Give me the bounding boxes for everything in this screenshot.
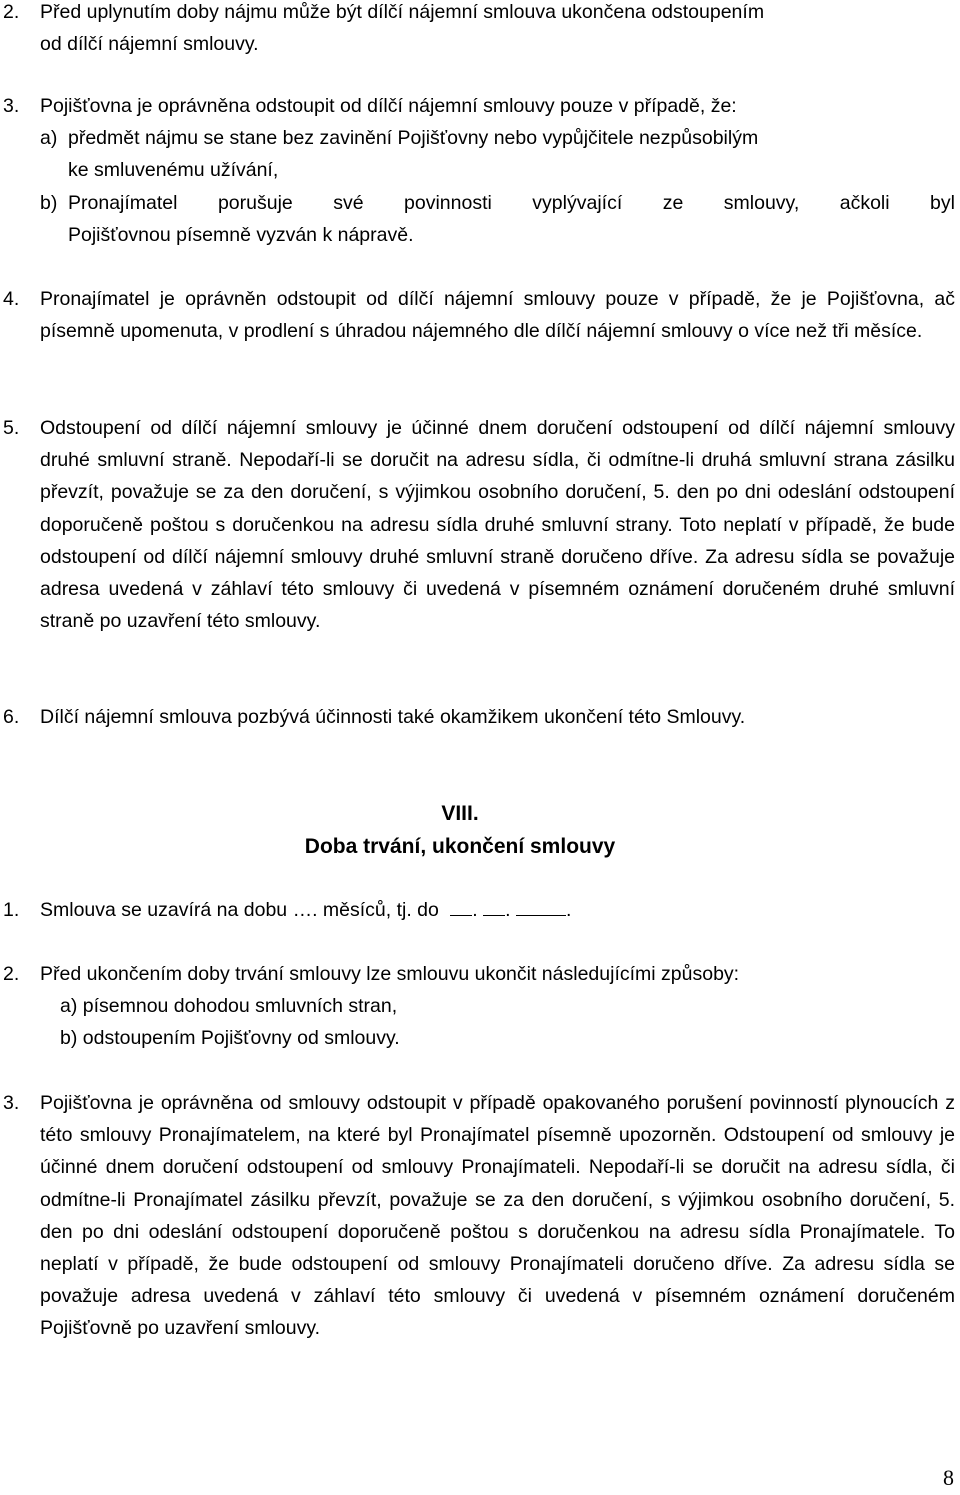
clause-text: Pronajímatel je oprávněn odstoupit od dílčí nájemní smlouvy pouze v případě, že je Pojišťovna, ač písemně upomenuta, v prodlení s úhradou nájemného dle dílčí nájemní smlouvy o více než tři měsíce. — [40, 288, 955, 343]
blank-year[interactable] — [516, 899, 566, 916]
clause-vii-2 — [0, 0, 960, 60]
subclause-a-cont: ke smluvenému užívání, — [68, 159, 279, 182]
clause-number: 2. — [3, 1, 20, 23]
page-number: 8 — [943, 1465, 954, 1490]
list-item-a: a) písemnou dohodou smluvních stran, — [60, 995, 398, 1018]
clause-vii-4 — [0, 283, 960, 347]
clause-text: Odstoupení od dílčí nájemní smlouvy je účinné dnem doručení odstoupení od dílčí nájemní smlouvy druhé smluvní straně. Nepodaří-li se doručit na adresu sídla, či odmítne-li druhá smluvní strana zásilku převzít, považuje se za den doručení, s výjimkou osobního doručení, 5. den po dni odeslání odstoupení doporučeně poštou s doručenkou na adresu sídla druhé smluvní strany. Toto neplatí v případě, že bude odstoupení od dílčí nájemní smlouvy druhé smluvní straně doručeno dříve. Za adresu sídla se považuje adresa uvedená v záhlaví této smlouvy či uvedená v písemném oznámení doručeném druhé smluvní straně po uzavření této smlouvy. — [40, 417, 955, 633]
date-separator: . — [472, 899, 478, 921]
clause-intro: Před ukončením doby trvání smlouvy lze smlouvu ukončit následujícími způsoby: — [40, 963, 740, 985]
section-title: Doba trvání, ukončení smlouvy — [304, 835, 616, 858]
date-separator: . — [505, 899, 511, 921]
list-item-b: b) odstoupením Pojišťovny od smlouvy. — [60, 1027, 400, 1050]
clause-viii-1 — [0, 894, 960, 926]
subclause-a — [40, 122, 955, 154]
clause-viii-3 — [0, 1087, 960, 1345]
subclause-b — [40, 187, 955, 219]
clause-number: 4. — [3, 288, 20, 310]
clause-number: 6. — [3, 706, 20, 728]
clause-text: Dílčí nájemní smlouva pozbývá účinnosti také okamžikem ukončení této Smlouvy. — [40, 706, 746, 728]
clause-number: 5. — [3, 417, 20, 439]
blank-month[interactable] — [483, 899, 505, 916]
date-separator: . — [565, 899, 572, 921]
clause-vii-5 — [0, 412, 960, 637]
clause-number: 2. — [3, 963, 20, 985]
subclause-label: a) — [40, 127, 58, 150]
clause-number: 1. — [3, 899, 20, 921]
clause-number: 3. — [3, 1092, 20, 1114]
subclause-label: b) — [40, 191, 58, 214]
subclause-text: předmět nájmu se stane bez zavinění Pojišťovny nebo vypůjčitele nezpůsobilým — [68, 127, 759, 150]
clause-number: 3. — [3, 95, 20, 117]
clause-text: Pojišťovna je oprávněna od smlouvy odstoupit v případě opakovaného porušení povinností plynoucích z této smlouvy Pronajímatelem, na které byl Pronajímatel písemně upozorněn. Odstoupení od smlouvy je účinné dnem doručení odstoupení od smlouvy Pronajímateli. Nepodaří-li se doručit na adresu sídla, či odmítne-li Pronajímatel zásilku převzít, považuje se za den doručení, s výjimkou osobního doručení, 5. den po dni odeslání odstoupení doporučeně poštou s doručenkou na adresu sídla Pronajímatele. To neplatí v případě, že bude odstoupení od smlouvy Pronajímateli doručeno dříve. Za adresu sídla se považuje adresa uvedená v záhlaví této smlouvy či uvedená v písemném oznámení doručeném Pojišťovně po uzavření smlouvy. — [40, 1092, 955, 1340]
subclause-b-cont: Pojišťovnou písemně vyzván k nápravě. — [68, 223, 414, 246]
section-number: VIII. — [441, 802, 479, 825]
clause-vii-6 — [0, 701, 960, 733]
clause-intro: Pojišťovna je oprávněna odstoupit od dílčí nájemní smlouvy pouze v případě, že: — [40, 95, 737, 117]
subclause-text: Pronajímatel porušuje své povinnosti vyplývající ze smlouvy, ačkoli byl — [68, 191, 955, 214]
clause-vii-3 — [0, 90, 960, 251]
clause-viii-2 — [0, 958, 960, 1055]
clause-text: Smlouva se uzavírá na dobu …. měsíců, tj. do — [40, 899, 439, 921]
blank-day[interactable] — [450, 899, 472, 916]
clause-line: od dílčí nájemní smlouvy. — [40, 33, 259, 56]
clause-line: Před uplynutím doby nájmu může být dílčí nájemní smlouva ukončena odstoupením — [40, 1, 765, 23]
